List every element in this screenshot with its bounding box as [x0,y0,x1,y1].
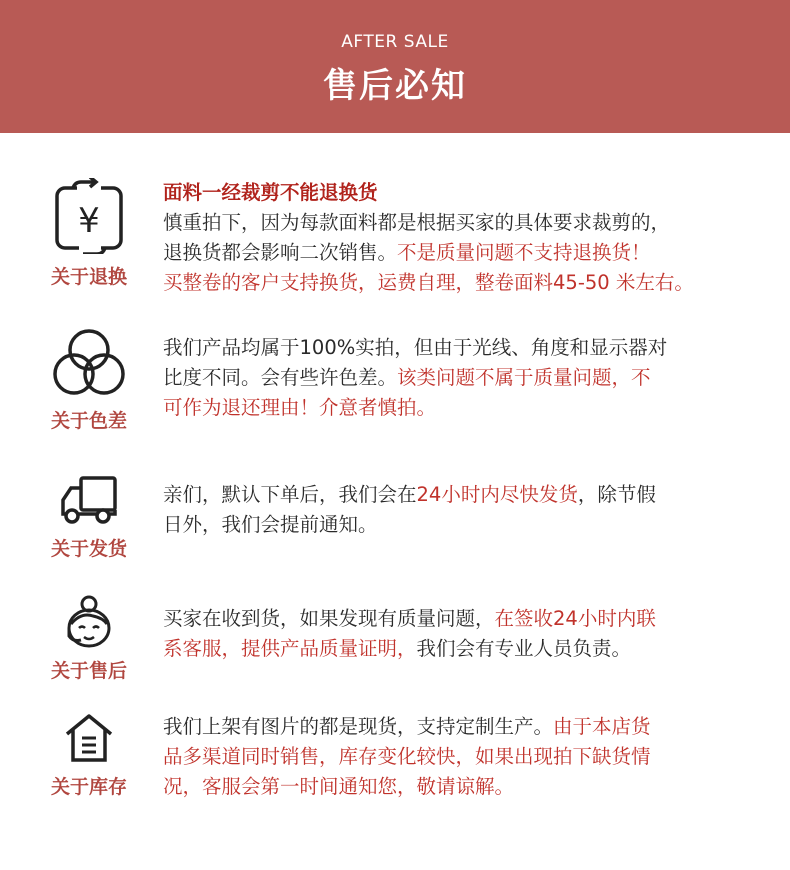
section-inventory-icon-col [40,712,138,799]
shipping-line-1-a: 亲们，默认下单后，我们会在 [163,483,417,506]
section-aftersales-icon-col [40,594,138,683]
color-line-3: 可作为退还理由！介意者慎拍。 [163,396,437,419]
color-line-2 [163,363,773,393]
aftersales-line-1 [163,604,773,634]
inventory-line-1 [163,712,773,742]
color-circles-icon [51,328,127,398]
color-line-2-highlight: 该类问题不属于质量问题，不 [397,366,651,389]
header-banner [0,0,790,133]
shipping-line-1-highlight: 24小时内尽快发货 [416,483,578,506]
inventory-line-3: 况，客服会第一时间通知您，敬请谅解。 [163,775,515,798]
color-line-2-plain: 比度不同。会有些许色差。 [163,366,398,389]
section-aftersales-text [163,604,773,664]
inventory-line-1-a: 我们上架有图片的都是现货，支持定制生产。 [163,715,554,738]
shipping-line-1-c: ，除节假 [577,483,656,506]
section-inventory-label: 关于库存 [50,776,127,798]
yen-exchange-icon [51,178,127,254]
section-returns-label: 关于退换 [50,266,127,288]
section-color-icon-col [40,328,138,433]
section-shipping-label: 关于发货 [50,538,127,560]
returns-heading: 面料一经裁剪不能退换货 [163,181,378,204]
section-shipping-icon-col [40,474,138,561]
color-line-1: 我们产品均属于100%实拍，但由于光线、角度和显示器对 [163,336,668,359]
svg-text:¥: ¥ [78,201,100,241]
returns-line-3: 买整卷的客户支持换货，运费自理，整卷面料45-50 米左右。 [163,271,694,294]
section-returns-text [163,178,773,298]
returns-line-1: 慎重拍下，因为每款面料都是根据买家的具体要求裁剪的， [163,211,671,234]
section-color-label: 关于色差 [50,410,127,432]
section-color-text [163,333,773,423]
aftersales-line-1-a: 买家在收到货，如果发现有质量问题， [163,607,495,630]
returns-line-2-highlight: 不是质量问题不支持退换货！ [397,241,651,264]
aftersales-line-2-b: 我们会有专业人员负责。 [416,637,632,660]
aftersales-line-2-highlight: 系客服，提供产品质量证明， [163,637,417,660]
shipping-line-2: 日外，我们会提前通知。 [163,513,378,536]
delivery-truck-icon [59,474,119,526]
section-inventory-text [163,712,773,802]
section-aftersales-label: 关于售后 [50,660,127,682]
shipping-line-1 [163,480,773,510]
returns-line-2-plain: 退换货都会影响二次销售。 [163,241,398,264]
header-subtitle: AFTER SALE [341,32,449,52]
section-shipping-text [163,480,773,540]
header-title: 售后必知 [323,66,467,106]
aftersales-line-1-highlight: 在签收24小时内联 [494,607,656,630]
inventory-line-1-highlight: 由于本店货 [553,715,651,738]
section-returns-icon-col [40,178,138,289]
warehouse-icon [63,712,115,764]
customer-service-icon [63,594,115,648]
inventory-line-2: 品多渠道同时销售，库存变化较快，如果出现拍下缺货情 [163,745,651,768]
aftersales-line-2 [163,634,773,664]
returns-line-2 [163,238,773,268]
